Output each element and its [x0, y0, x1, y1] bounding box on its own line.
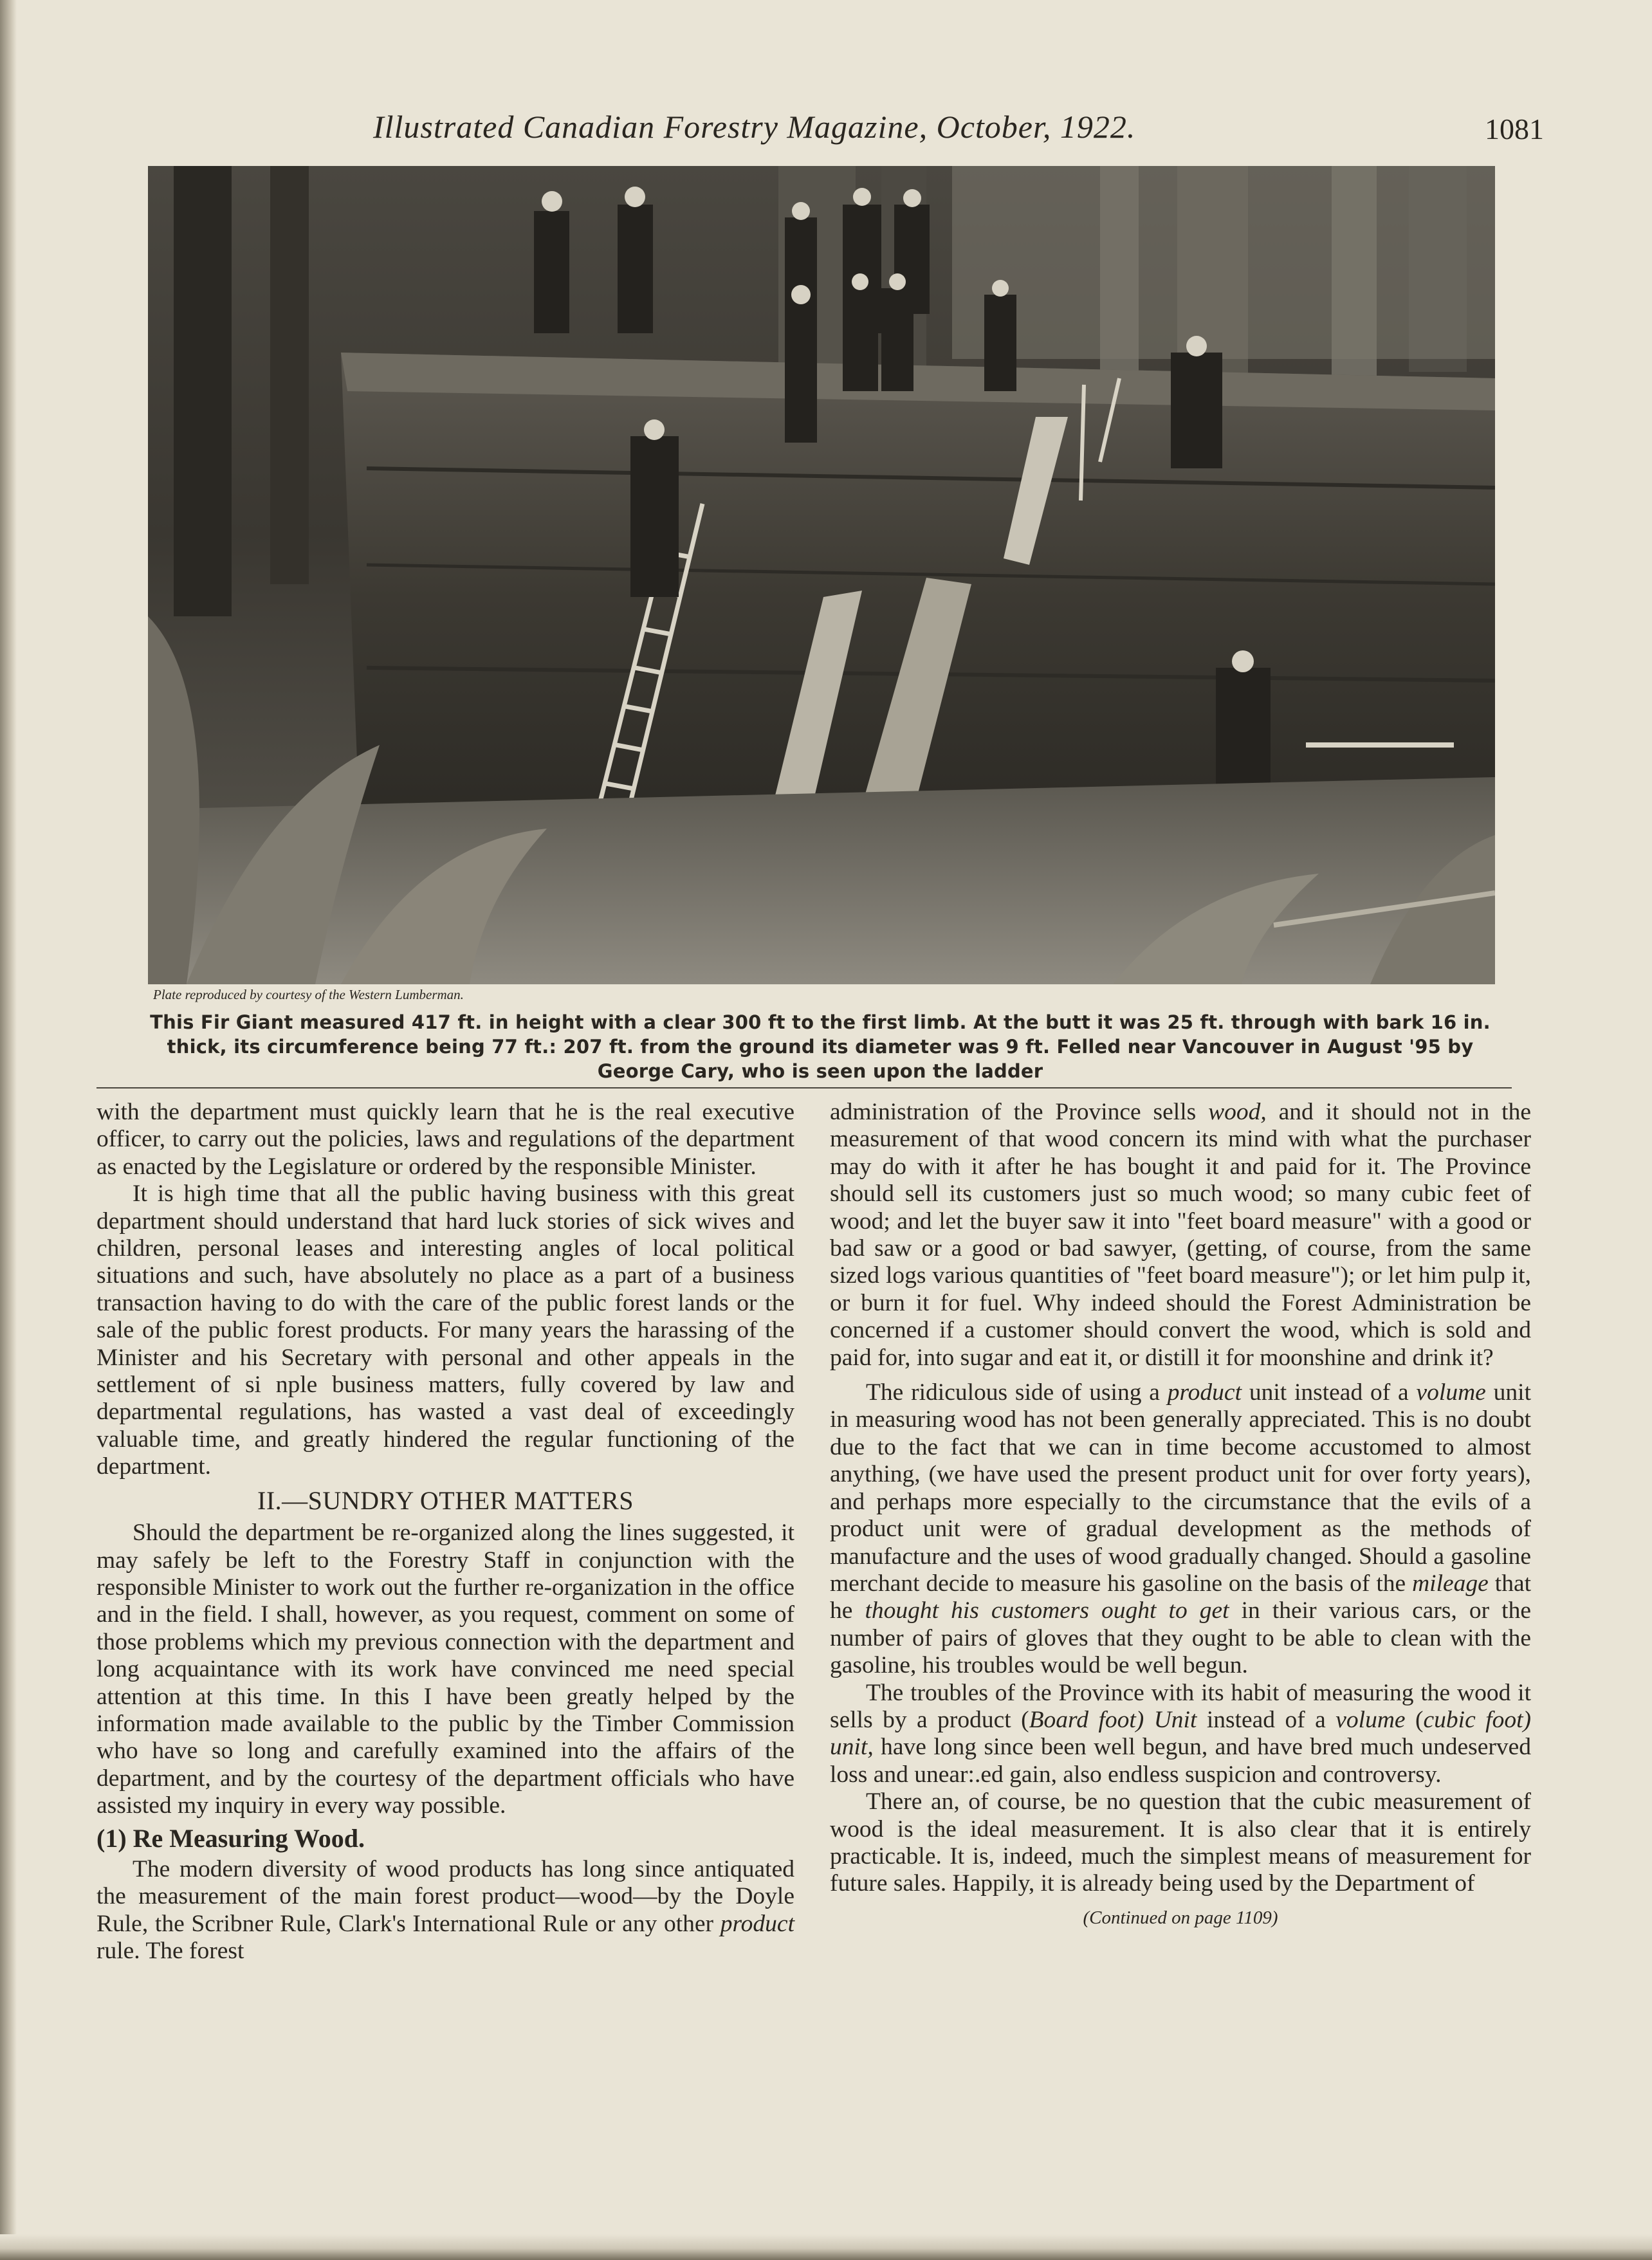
- left-paragraph-4: [96, 1856, 794, 1965]
- section-heading: II.—SUNDRY OTHER MATTERS: [257, 1485, 634, 1515]
- right-paragraph-4: There an, of course, be no question that the cubic measurement of wood is the ideal measurement. It is also clear that it is entirely practicable. It is, indeed, much the simplest means of measurement for future sales. Happily, it is already being used by the Department of: [830, 1788, 1531, 1897]
- right-column: [830, 1099, 1531, 1931]
- page-binding-shadow: [0, 0, 17, 2260]
- caption-divider: [96, 1087, 1512, 1089]
- subsection-heading: (1) Re Measuring Wood.: [96, 1823, 365, 1853]
- right-p2-a: The ridiculous side of using a: [866, 1379, 1168, 1406]
- right-p3-em2: volume: [1335, 1706, 1406, 1733]
- right-p3-b: instead of a: [1197, 1706, 1336, 1733]
- right-p1-a: administration of the Province sells: [830, 1099, 1209, 1125]
- page-bottom-shadow: [0, 2234, 1652, 2260]
- right-p1-em: wood,: [1208, 1099, 1267, 1125]
- right-paragraph-2: [830, 1379, 1531, 1679]
- left-p4-emphasis: product: [720, 1910, 794, 1937]
- right-p3-a: The troubles of the Province with its habit of measuring the wood it sells by a product (: [830, 1679, 1531, 1733]
- right-p2-d: that he: [830, 1570, 1532, 1624]
- left-paragraph-1: with the department must quickly learn that he is the real executive officer, to carry out the policies, laws and regulations of the department as enacted by the Legislature or ordered by the responsible Minister.: [96, 1099, 794, 1180]
- right-p3-d: have long since been well begun, and have bred much undeserved loss and unear:.ed gain, also endless suspicion and controversy.: [830, 1734, 1531, 1788]
- right-p3-em1: Board foot) Unit: [1029, 1706, 1197, 1733]
- right-p2-em1: product: [1167, 1379, 1242, 1406]
- photo-caption: This Fir Giant measured 417 ft. in height with a clear 300 ft to the first limb. At the butt it was 25 ft. through with bark 16 in. thick, its circumference being 77 ft.: 207 ft. from the ground its diameter was 9 ft. Felled near Vancouver in August '95 by George Cary, who is seen upon the ladder: [150, 1011, 1491, 1082]
- right-p2-em4: thought his customers ought to get: [865, 1597, 1229, 1624]
- right-p2-e: in their various cars, or the number of pairs of gloves that they ought to be able to clean with the gasoline, his troubles would be well begun.: [830, 1597, 1531, 1679]
- left-p4-end: rule. The forest: [96, 1938, 244, 1965]
- left-paragraph-2: It is high time that all the public having business with this great department should understand that hard luck stories of sick wives and children, personal leases and interesting angles of local political situations and such, have absolutely no place as a part of a business transaction having to do with the care of the public forest lands or the sale of the public forest products. For many years the harassing of the Minister and his Secretary with personal and other appeals in the settlement of si nple business matters, fully covered by law and departmental regulations, has wasted a vast deal of exceedingly valuable time, and greatly hindered the regular functioning of the department.: [96, 1181, 794, 1480]
- right-p2-em2: volume: [1416, 1379, 1486, 1406]
- fir-giant-photograph: [148, 166, 1495, 984]
- right-paragraph-1: [830, 1099, 1531, 1372]
- right-p2-em3: mileage: [1412, 1570, 1489, 1597]
- left-p4-start: The modern diversity of wood products has long since antiquated the measurement of the main forest product—wood—by the Doyle Rule, the Scribner Rule, Clark's International Rule or any other: [96, 1855, 794, 1937]
- left-paragraph-3: Should the department be re-organized along the lines suggested, it may safely be left to the Forestry Staff in conjunction with the responsible Minister to work out the further re-organization in the office and in the field. I shall, however, as you request, comment on some of those problems which my previous connection with the department and long acquaintance with its work have convinced me need special attention at this time. In this I have been greatly helped by the information made available to the public by the Timber Commission who have so long and carefully examined into the affairs of the department, and by the courtesy of the department officials who have assisted my inquiry in every way possible.: [96, 1520, 794, 1819]
- photo-credit: Plate reproduced by courtesy of the Western Lumberman.: [153, 987, 464, 1002]
- right-p2-c: unit in measuring wood has not been generally appreciated. This is no doubt due to the fact that we can in time become accustomed to almost anything, (we have used the present product unit for over forty years), and perhaps more especially to the circumstance that the evils of a product unit were of gradual development as the methods of manufacture and the uses of wood gradually changed. Should a gasoline merchant decide to measure his gasoline on the basis of the: [830, 1379, 1531, 1597]
- running-head: Illustrated Canadian Forestry Magazine, October, 1922.: [373, 109, 1136, 145]
- right-p2-b: unit instead of a: [1242, 1379, 1417, 1406]
- continued-note: (Continued on page 1109): [1083, 1907, 1278, 1928]
- right-paragraph-3: [830, 1680, 1531, 1789]
- photograph-illustration: [148, 166, 1495, 984]
- page-number: 1081: [1485, 113, 1544, 145]
- right-p3-c: (: [1405, 1706, 1424, 1733]
- page-header: [154, 108, 1544, 160]
- left-column: [96, 1099, 794, 1965]
- right-p1-b: and it should not in the measurement of that wood concern its mind with what the purchaser may do with it after he has bought it and paid for it. The Province should sell its customers just so much wood; so many cubic feet of wood; and let the buyer saw it into "feet board measure" with a good or bad saw or a good or bad sawyer, (getting, of course, from the same sized logs various quantities of "feet board measure"); or let him pulp it, or burn it for fuel. Why indeed should the Forest Administration be concerned if a customer should convert the wood, which is sold and paid for, into sugar and eat it, or distill it for moonshine and drink it?: [830, 1099, 1531, 1371]
- right-p3-em3: cubic foot) unit,: [830, 1706, 1531, 1761]
